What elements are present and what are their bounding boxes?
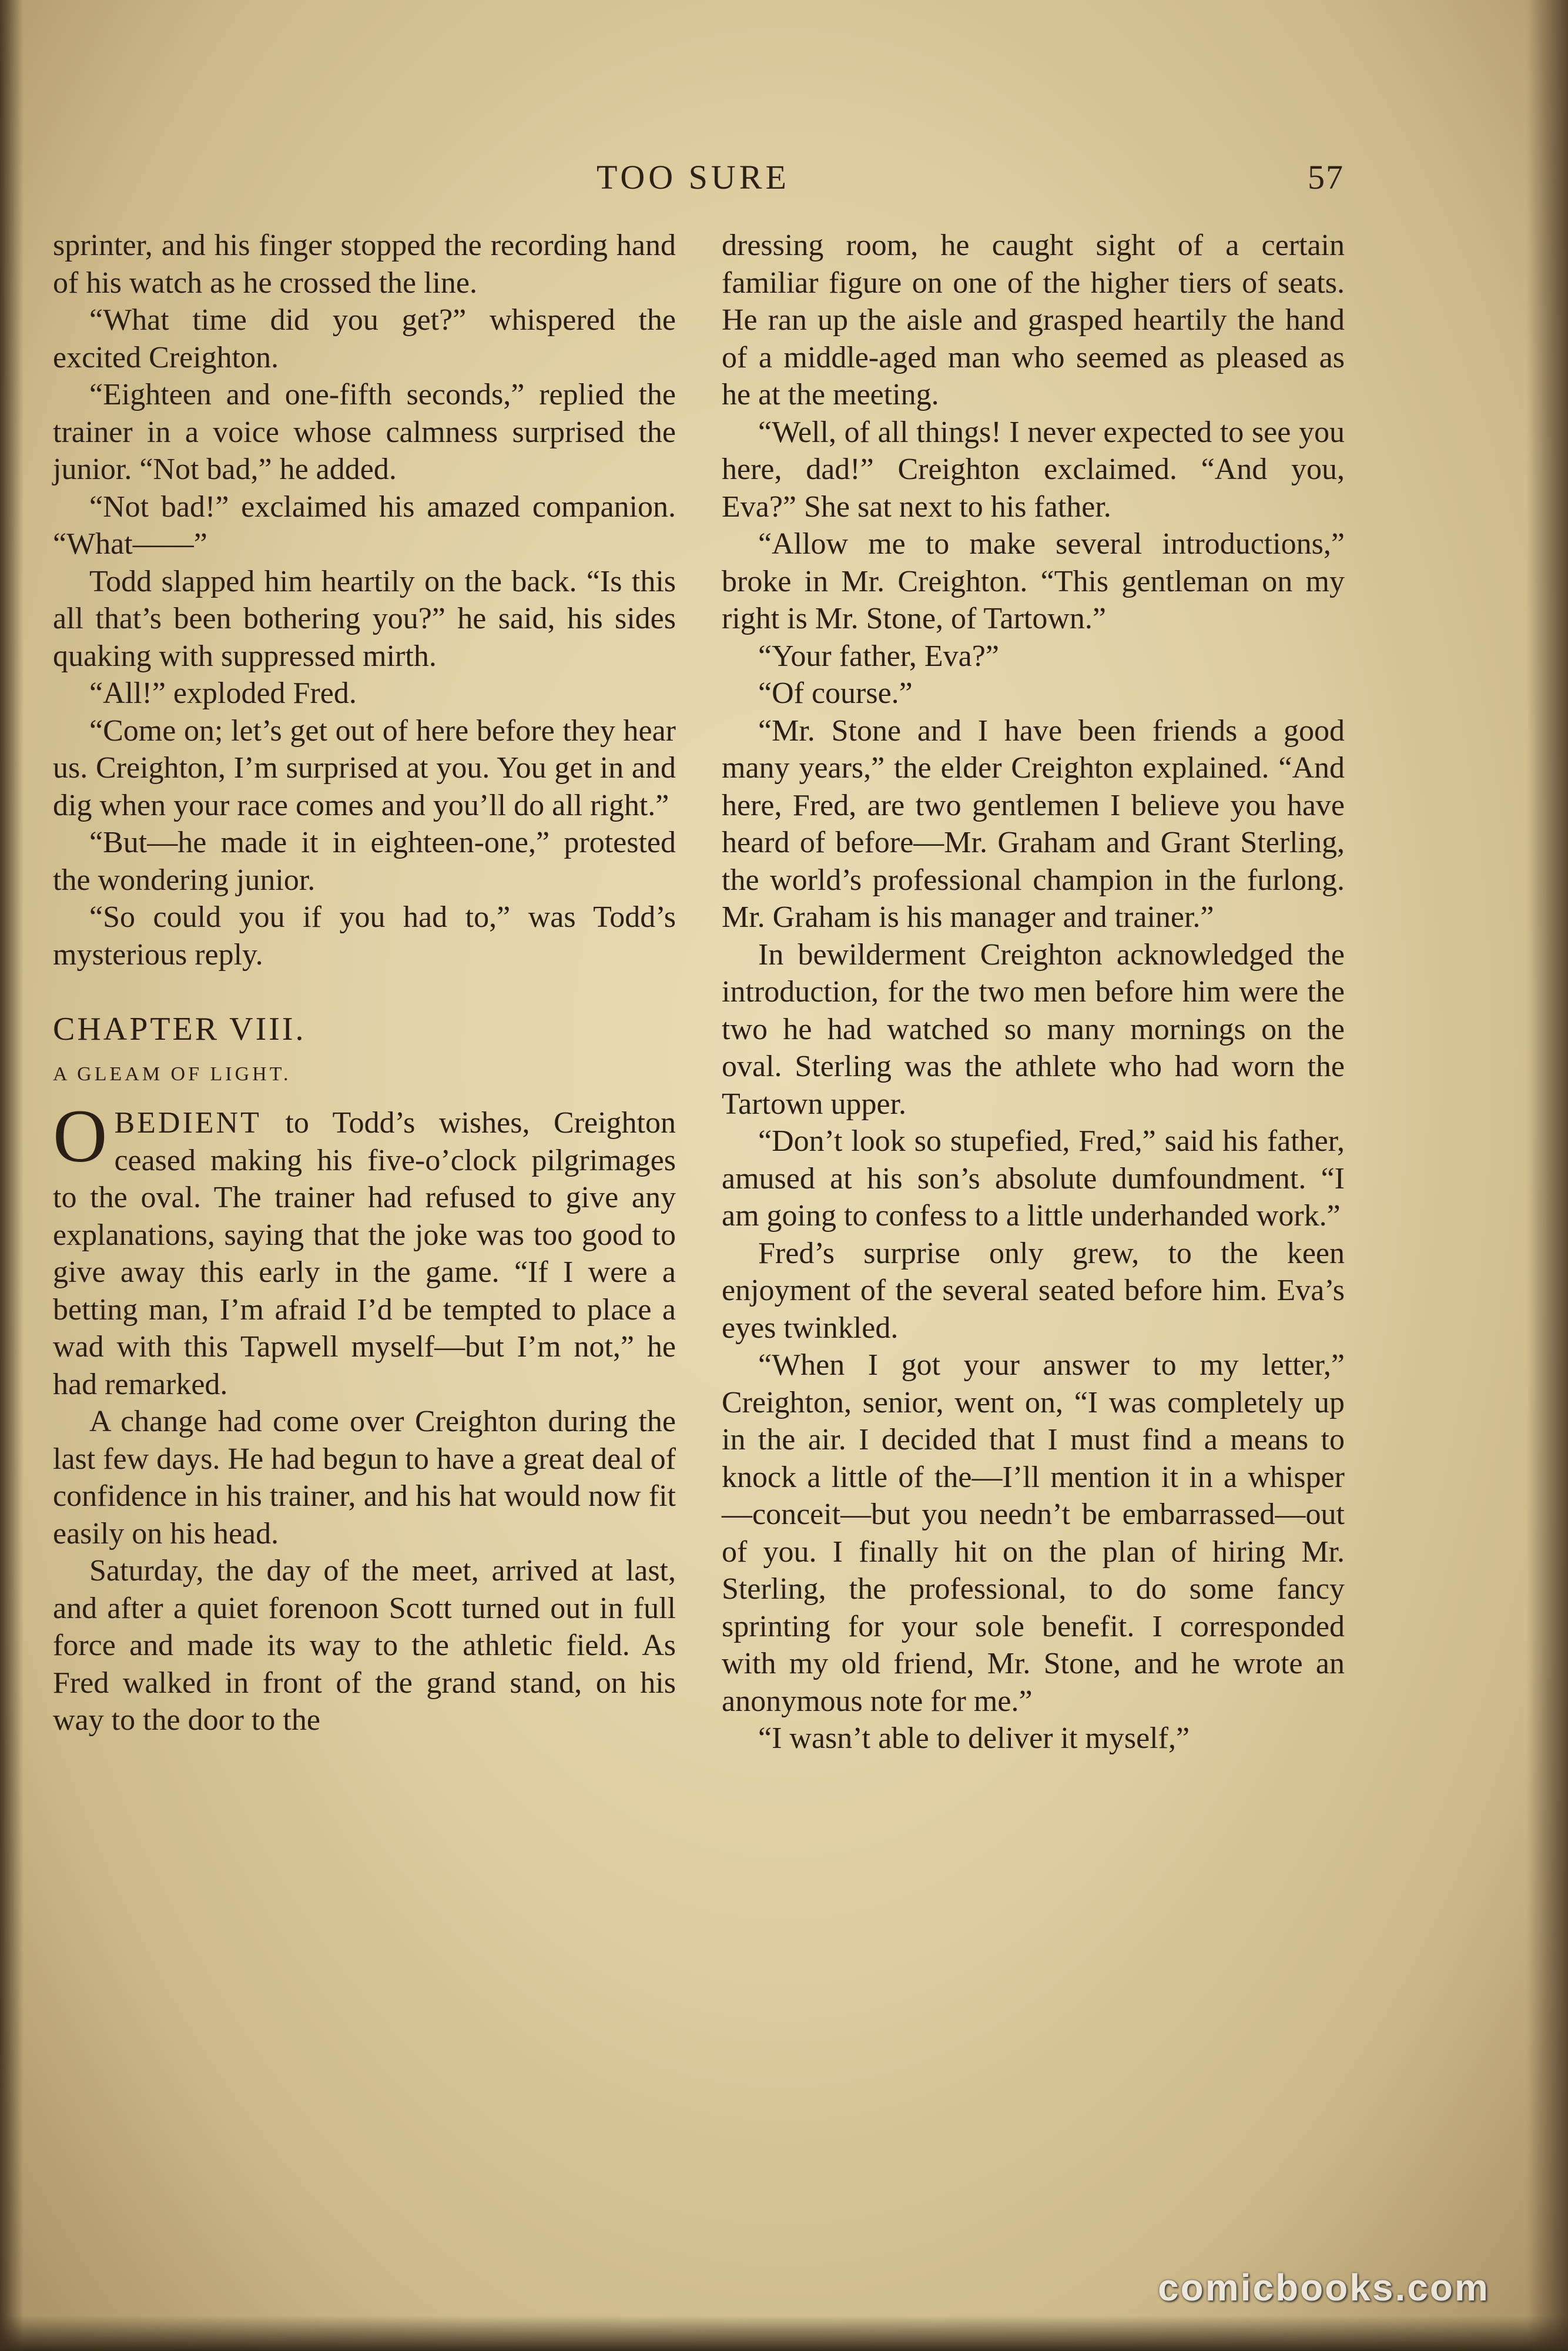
page-number: 57 — [1308, 158, 1344, 196]
paragraph: “Come on; let’s get out of here before they hear us. Creighton, I’m surprised at you. You get in and dig when your race comes and you’ll do all right.” — [53, 714, 676, 822]
paragraph: dressing room, he caught sight of a certain familiar figure on one of the higher tiers of seats. He ran up the aisle and grasped heartily the hand of a middle-aged man who seemed as pleased as he at the meeting. — [722, 229, 1345, 411]
chapter-subtitle: A GLEAM OF LIGHT. — [53, 1063, 292, 1085]
chapter-opening-paragraph — [53, 1094, 676, 1403]
paragraph: sprinter, and his finger stopped the recording hand of his watch as he crossed the line. — [53, 229, 676, 300]
paragraph: “Your father, Eva?” — [758, 639, 999, 673]
page-shadow-right — [1527, 0, 1568, 2351]
paragraph: “What time did you get?” whispered the excited Creighton. — [53, 303, 676, 374]
right-column — [722, 227, 1345, 1757]
paragraph: Fred’s surprise only grew, to the keen enjoyment of the several seated before him. Eva’s eyes twinkled. — [722, 1236, 1345, 1345]
chapter-first-paragraph-text: to Todd’s wishes, Creighton ceased making his five-o’clock pilgrimages to the oval. The trainer had refused to give any explanations, saying that the joke was too good to give away this early in the game. “If I were a betting man, I’m afraid I’d be tempted to place a wad with this Tapwell myself—but I’m not,” he had remarked. — [53, 1106, 676, 1401]
paragraph: A change had come over Creighton during the last few days. He had begun to have a great deal of confidence in his trainer, and his hat would now fit easily on his head. — [53, 1405, 676, 1550]
chapter-first-word: BEDIENT — [114, 1106, 262, 1140]
paragraph: “When I got your answer to my letter,” Creighton, senior, went on, “I was completely up in the air. I decided that I must find a means to knock a little of the—I’ll mention it in a whisper—conceit—but you needn’t be embarrassed—out of you. I finally hit on the plan of hiring Mr. Sterling, the professional, to do some fancy sprinting for your sole benefit. I corresponded with my old friend, Mr. Stone, and he wrote an anonymous note for me.” — [722, 1348, 1345, 1718]
paragraph: “But—he made it in eighteen-one,” protested the wondering junior. — [53, 826, 676, 897]
paragraph: “I wasn’t able to deliver it myself,” — [758, 1722, 1190, 1755]
running-header — [0, 158, 1568, 199]
drop-cap: O — [53, 1094, 108, 1178]
paragraph: “Well, of all things! I never expected to see you here, dad!” Creighton exclaimed. “And you, Eva?” She sat next to his father. — [722, 415, 1345, 524]
paragraph: “Don’t look so stupefied, Fred,” said his father, amused at his son’s absolute dumfoundment. “I am going to confess to a little underhanded work.” — [722, 1124, 1345, 1233]
paragraph: “All!” exploded Fred. — [89, 677, 357, 710]
running-title: TOO SURE — [597, 158, 790, 196]
paragraph: “Mr. Stone and I have been friends a good many years,” the elder Creighton explained. “And here, Fred, are two gentlemen I believe you have heard of before—Mr. Graham and Grant Sterling, the world’s professional champion in the furlong. Mr. Graham is his manager and trainer.” — [722, 714, 1345, 934]
site-watermark: comicbooks.com — [1158, 2266, 1490, 2309]
paragraph: “So could you if you had to,” was Todd’s mysterious reply. — [53, 900, 676, 972]
paragraph: “Of course.” — [758, 677, 913, 710]
chapter-heading: CHAPTER VIII. — [53, 1011, 306, 1047]
page-shadow-left — [0, 0, 24, 2351]
paragraph: “Allow me to make several introductions,” broke in Mr. Creighton. “This gentleman on my right is Mr. Stone, of Tartown.” — [722, 527, 1345, 635]
left-column — [53, 227, 676, 1739]
page-shadow-bottom — [0, 2316, 1568, 2351]
paragraph: “Not bad!” exclaimed his amazed companion. “What——” — [53, 490, 676, 561]
paragraph: Saturday, the day of the meet, arrived at last, and after a quiet forenoon Scott turned out in full force and made its way to the athletic field. As Fred walked in front of the grand stand, on his way to the door to the — [53, 1554, 676, 1737]
paragraph: “Eighteen and one-fifth seconds,” replied the trainer in a voice whose calmness surprised the junior. “Not bad,” he added. — [53, 378, 676, 486]
paragraph: Todd slapped him heartily on the back. “Is this all that’s been bothering you?” he said, his sides quaking with suppressed mirth. — [53, 564, 676, 673]
paragraph: In bewilderment Creighton acknowledged the introduction, for the two men before him were the two he had watched so many mornings on the oval. Sterling was the athlete who had worn the Tartown upper. — [722, 937, 1345, 1121]
